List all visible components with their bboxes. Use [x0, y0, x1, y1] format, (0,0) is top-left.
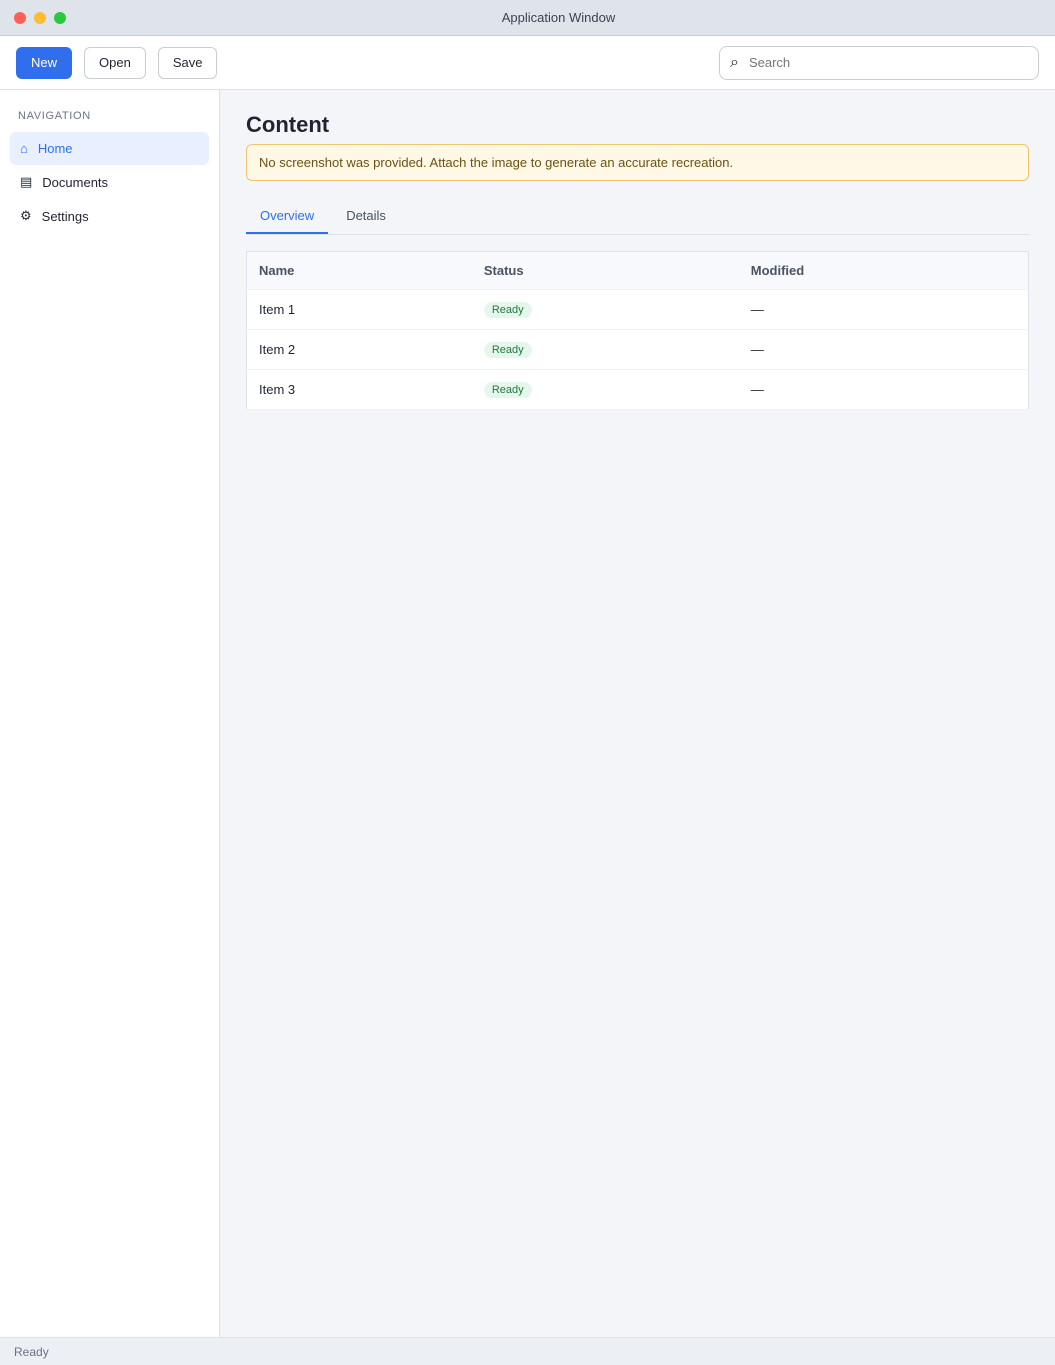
cell-status	[472, 370, 739, 410]
tab-overview[interactable]: Overview	[246, 199, 328, 234]
main-panel	[220, 90, 1055, 1337]
sidebar-item-documents[interactable]	[10, 165, 209, 199]
sidebar-item-label: Home	[37, 141, 73, 156]
missing-image-notice: No screenshot was provided. Attach the image to generate an accurate recreation.	[246, 144, 1029, 181]
tab-strip	[246, 199, 1029, 235]
column-header-name[interactable]: Name	[247, 252, 472, 290]
sidebar-item-label: Documents	[42, 174, 109, 190]
minimize-window-icon[interactable]	[34, 12, 46, 24]
sidebar-section-title: NAVIGATION	[18, 110, 91, 122]
status-badge: Ready	[484, 302, 532, 318]
column-header-modified[interactable]: Modified	[739, 252, 1029, 290]
cell-status	[472, 290, 739, 330]
folder-icon: ▤	[20, 174, 33, 189]
gear-icon: ⚙	[20, 208, 32, 223]
open-button[interactable]: Open	[84, 47, 146, 79]
cell-name: Item 3	[247, 370, 472, 410]
home-icon: ⌂	[20, 141, 28, 156]
cell-name: Item 1	[247, 290, 472, 330]
title-bar	[0, 0, 1055, 36]
status-badge: Ready	[484, 382, 532, 398]
status-bar: Ready	[0, 1337, 1055, 1365]
window-controls	[14, 12, 66, 24]
status-badge: Ready	[484, 342, 532, 358]
cell-name: Item 2	[247, 330, 472, 370]
page-title: Content	[246, 112, 330, 137]
sidebar	[0, 90, 220, 1337]
new-button[interactable]: New	[16, 47, 72, 79]
maximize-window-icon[interactable]	[54, 12, 66, 24]
table-header	[247, 252, 1029, 290]
table-header-row	[247, 252, 1029, 290]
table-body	[247, 290, 1029, 410]
sidebar-item-home[interactable]	[10, 132, 209, 165]
window-title: Application Window	[501, 10, 616, 25]
cell-status	[472, 330, 739, 370]
search-box[interactable]	[719, 46, 1039, 80]
table-row[interactable]	[247, 370, 1029, 410]
search-icon: ⌕	[730, 53, 739, 71]
column-header-status[interactable]: Status	[472, 252, 739, 290]
search-input[interactable]	[747, 54, 1028, 71]
table-row[interactable]	[247, 290, 1029, 330]
toolbar	[0, 36, 1055, 90]
cell-modified: —	[739, 330, 1029, 370]
cell-modified: —	[739, 290, 1029, 330]
tab-details[interactable]: Details	[346, 208, 386, 223]
sidebar-item-label: Settings	[41, 208, 89, 224]
cell-modified: —	[739, 370, 1029, 410]
content-area	[0, 90, 1055, 1337]
close-window-icon[interactable]	[14, 12, 26, 24]
save-button[interactable]: Save	[158, 47, 218, 79]
data-table	[246, 251, 1029, 410]
sidebar-item-settings[interactable]	[10, 199, 209, 233]
table-row[interactable]	[247, 330, 1029, 370]
